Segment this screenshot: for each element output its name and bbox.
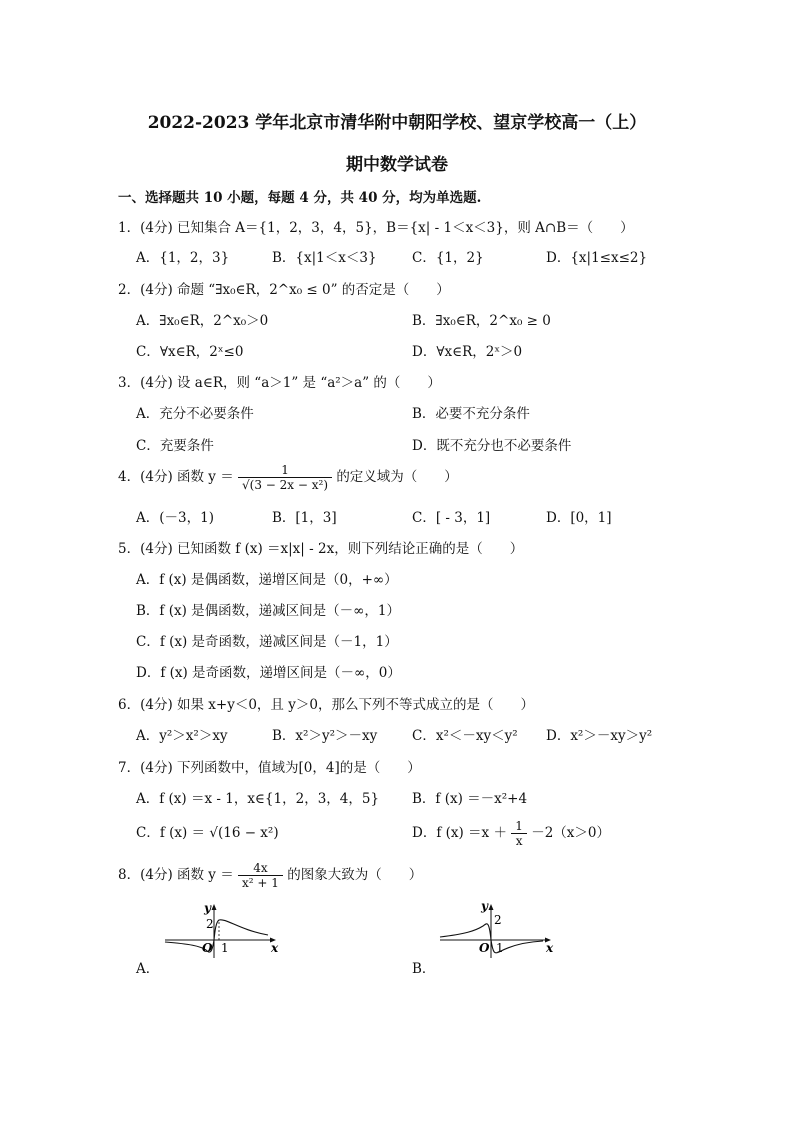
q7-option-d-prefix: D．f (x) ＝x ＋ <box>412 825 507 841</box>
q4-prefix: 4．(4分) 函数 y ＝ <box>118 469 234 485</box>
question-7-stem: 7．(4分) 下列函数中，值域为[0，4]的是（ ） <box>118 760 421 776</box>
q7-option-c-prefix: C．f (x) ＝ <box>136 825 206 841</box>
q5-option-b: B．f (x) 是偶函数，递减区间是（－∞，1） <box>136 603 400 619</box>
q1-option-d: D．{x|1≤x≤2} <box>546 250 648 266</box>
exam-title-line1: 2022-2023 学年北京市清华附中朝阳学校、望京学校高一（上） <box>147 113 647 133</box>
q4-option-d: D．[0，1] <box>546 510 612 526</box>
q3-option-b: B．必要不充分条件 <box>412 406 530 422</box>
q8-prefix: 8．(4分) 函数 y ＝ <box>118 867 234 883</box>
q7-option-c <box>136 824 279 842</box>
q2-option-b: B．∃x₀∈R，2^x₀ ≥ 0 <box>412 313 551 329</box>
q8-graph-a <box>160 898 285 960</box>
question-5-stem: 5．(4分) 已知函数 f (x) ＝x|x| - 2x，则下列结论正确的是（ ） <box>118 541 524 557</box>
q7-option-d <box>412 818 610 848</box>
graph-b-o-label: O <box>479 941 490 955</box>
q3-option-d: D．既不充分也不必要条件 <box>412 438 572 454</box>
y-axis-arrow <box>489 904 494 910</box>
q4-numerator: 1 <box>281 463 289 477</box>
q7-option-a: A．f (x) ＝x - 1，x∈{1，2，3，4，5} <box>136 791 380 807</box>
q1-option-b: B．{x|1＜x＜3} <box>272 250 377 266</box>
q7-d-denominator: x <box>511 833 527 848</box>
q8-fraction <box>238 861 283 890</box>
question-2-stem: 2．(4分) 命题 “∃x₀∈R，2^x₀ ≤ 0” 的否定是（ ） <box>118 282 450 298</box>
q3-option-c: C．充要条件 <box>136 438 214 454</box>
q7-option-b: B．f (x) ＝－x²+4 <box>412 791 528 807</box>
q3-option-a: A．充分不必要条件 <box>136 406 254 422</box>
y-axis-arrow <box>212 904 217 910</box>
section-heading: 一、选择题共 10 小题，每题 4 分，共 40 分，均为单选题. <box>118 190 482 206</box>
graph-b-y-label: y <box>481 899 488 913</box>
q1-option-c: C．{1，2} <box>412 250 484 266</box>
q2-option-c: C．∀x∈R，2ˣ≤0 <box>136 344 244 360</box>
graph-b-two-label: 2 <box>494 913 502 927</box>
graph-a-one-label: 1 <box>221 941 229 955</box>
q4-option-b: B．[1，3] <box>272 510 337 526</box>
q5-option-d: D．f (x) 是奇函数，递增区间是（－∞，0） <box>136 665 401 681</box>
q2-option-d: D．∀x∈R，2ˣ＞0 <box>412 344 523 360</box>
q8-suffix: 的图象大致为（ ） <box>287 867 423 883</box>
question-6-stem: 6．(4分) 如果 x+y＜0，且 y＞0，那么下列不等式成立的是（ ） <box>118 697 534 713</box>
q7-option-c-sqrt: √(16 − x²) <box>209 825 279 841</box>
q7-option-d-fraction <box>511 819 527 848</box>
q4-suffix: 的定义域为（ ） <box>336 469 458 485</box>
question-4-stem <box>118 462 458 492</box>
q8-option-a: A． <box>136 961 160 977</box>
question-3-stem: 3．(4分) 设 a∈R，则 “a＞1” 是 “a²＞a” 的（ ） <box>118 375 441 391</box>
q6-option-a: A．y²＞x²＞xy <box>136 728 228 744</box>
q4-option-a: A．(－3，1) <box>136 510 214 526</box>
q6-option-c: C．x²＜－xy＜y² <box>412 728 518 744</box>
question-1-stem: 1．(4分) 已知集合 A＝{1，2，3，4，5}，B＝{x| - 1＜x＜3}，则 A∩B＝（ ） <box>118 220 634 236</box>
question-8-stem <box>118 860 422 890</box>
q5-option-c: C．f (x) 是奇函数，递减区间是（－1，1） <box>136 634 398 650</box>
q2-option-a: A．∃x₀∈R，2^x₀＞0 <box>136 313 269 329</box>
graph-b-one-label: 1 <box>496 941 504 955</box>
q1-option-a: A．{1，2，3} <box>136 250 230 266</box>
curve <box>165 920 268 952</box>
graph-a-y-label: y <box>204 901 211 915</box>
q4-denominator: √(3 − 2x − x²) <box>238 477 332 492</box>
q4-fraction <box>238 463 332 492</box>
q7-option-d-suffix: －2（x＞0） <box>531 825 610 841</box>
q4-option-c: C．[ - 3，1] <box>412 510 491 526</box>
graph-a-o-label: O <box>202 941 213 955</box>
q8-option-b: B． <box>412 961 436 977</box>
q8-numerator: 4x <box>253 861 268 875</box>
q5-option-a: A．f (x) 是偶函数，递增区间是（0，+∞） <box>136 572 398 588</box>
exam-title-line2: 期中数学试卷 <box>346 155 448 175</box>
graph-a-two-label: 2 <box>206 917 214 931</box>
q8-graph-b <box>435 898 560 960</box>
graph-b-x-label: x <box>546 941 554 955</box>
q7-d-numerator: 1 <box>515 819 523 833</box>
q6-option-b: B．x²＞y²＞－xy <box>272 728 378 744</box>
graph-a-x-label: x <box>271 941 279 955</box>
q6-option-d: D．x²＞－xy＞y² <box>546 728 653 744</box>
q8-denominator: x² + 1 <box>238 875 283 890</box>
